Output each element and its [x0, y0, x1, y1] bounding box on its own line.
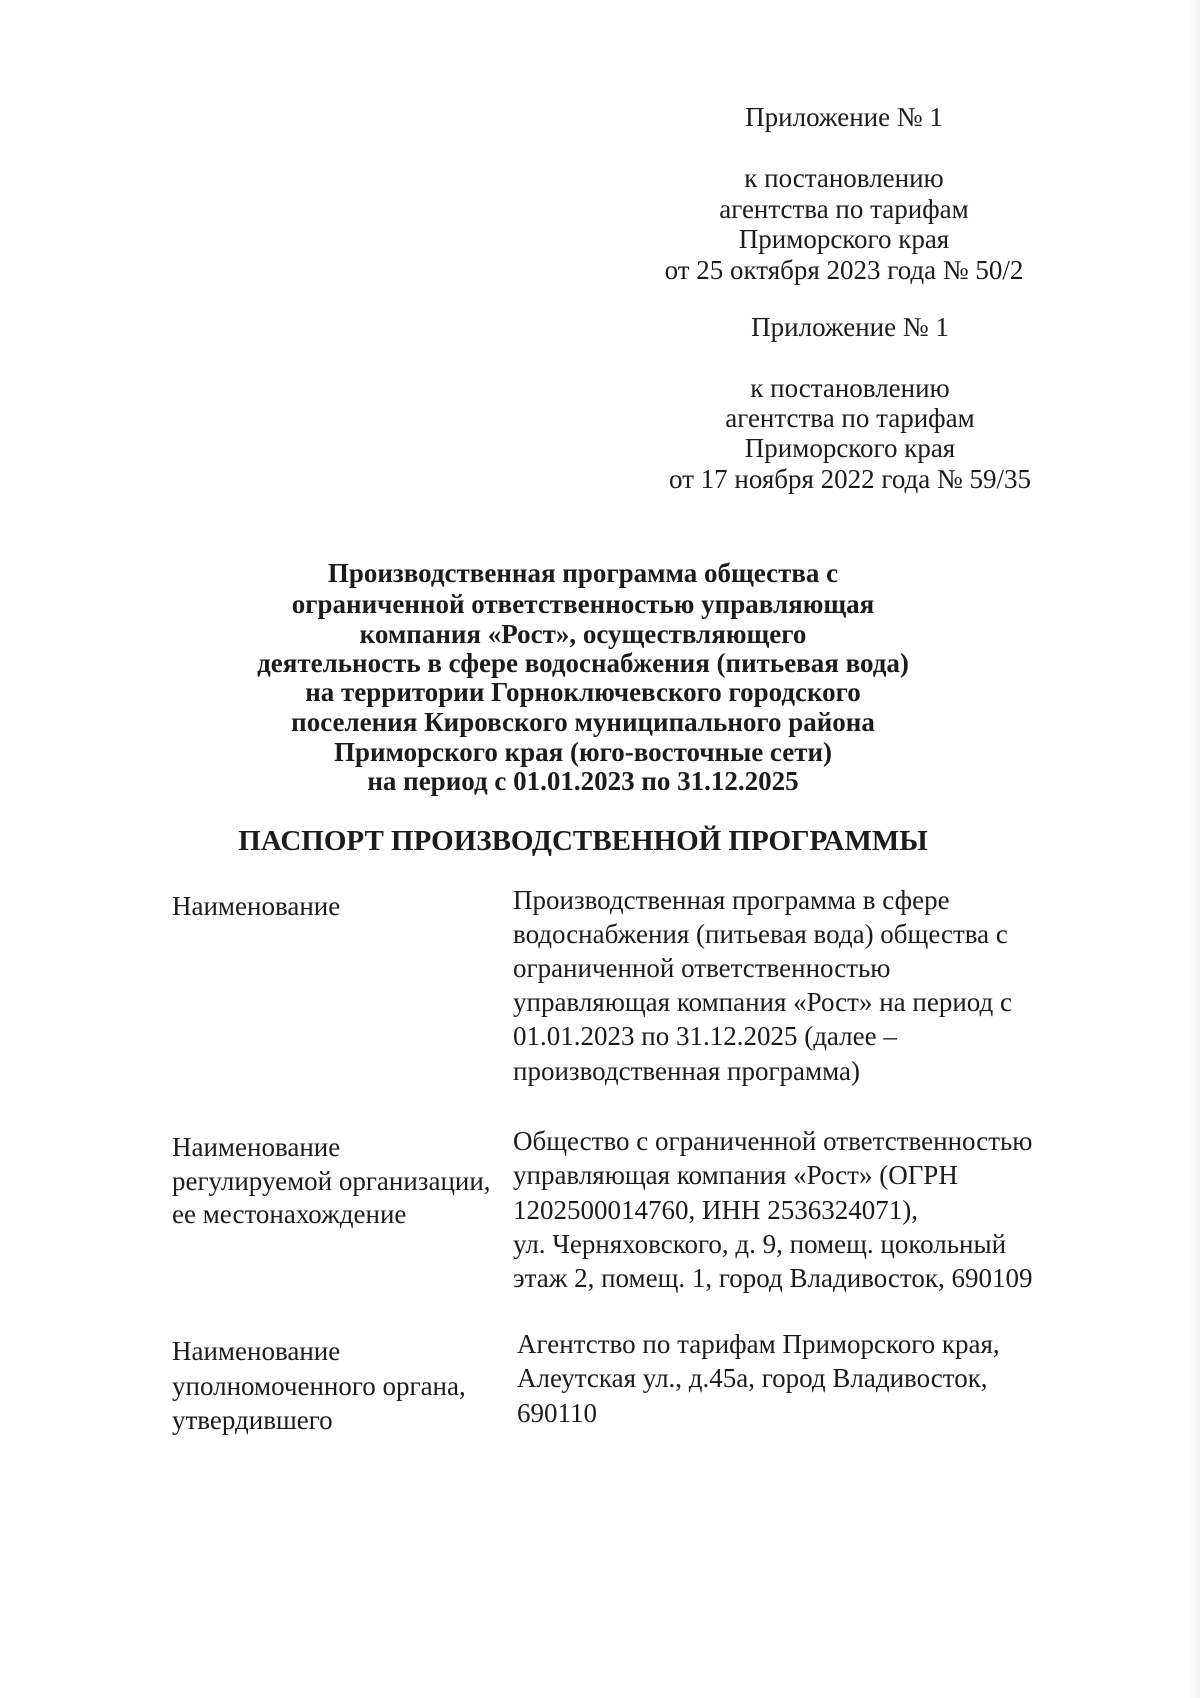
passport-row-label: Наименование — [172, 1132, 341, 1162]
appendix-title: Приложение № 1 — [751, 312, 949, 342]
passport-row-value: производственная программа) — [513, 1056, 860, 1086]
passport-row-label: Наименование — [172, 891, 341, 921]
passport-row-value: Производственная программа в сфере — [513, 885, 950, 915]
passport-row-label: Наименование — [172, 1336, 341, 1366]
program-title-line: Производственная программа общества с — [327, 558, 839, 588]
passport-row-label: ее местонахождение — [172, 1199, 407, 1229]
passport-row-value: этаж 2, помещ. 1, город Владивосток, 690109 — [513, 1263, 1033, 1293]
passport-row-value: 1202500014760, ИНН 2536324071), — [513, 1195, 918, 1225]
passport-row-value: 01.01.2023 по 31.12.2025 (далее – — [513, 1021, 897, 1051]
passport-row-value: водоснабжения (питьевая вода) общества с — [513, 919, 1008, 949]
passport-row-value: управляющая компания «Рост» (ОГРН — [513, 1160, 958, 1190]
program-title-line: компания «Рост», осуществляющего — [359, 619, 807, 649]
appendix-line: агентства по тарифам — [719, 194, 969, 224]
passport-row-value: Алеутская ул., д.45а, город Владивосток, — [517, 1363, 988, 1393]
program-title-line: деятельность в сфере водоснабжения (питьевая вода) — [257, 648, 909, 678]
appendix-line: к постановлению — [744, 163, 944, 193]
passport-row-label: регулируемой организации, — [172, 1166, 491, 1196]
passport-row-value: ограниченной ответственностью — [513, 953, 891, 983]
appendix-line: агентства по тарифам — [725, 403, 975, 433]
passport-row-value: Агентство по тарифам Приморского края, — [517, 1329, 1000, 1359]
appendix-date-number: от 25 октября 2023 года № 50/2 — [664, 255, 1024, 285]
passport-row-label: утвердившего — [172, 1405, 333, 1435]
appendix-title: Приложение № 1 — [745, 102, 943, 132]
passport-heading: ПАСПОРТ ПРОИЗВОДСТВЕННОЙ ПРОГРАММЫ — [238, 825, 928, 857]
passport-row-value: 690110 — [517, 1398, 597, 1428]
appendix-line: Приморского края — [738, 224, 950, 254]
passport-row-value: Общество с ограниченной ответственностью — [513, 1126, 1033, 1156]
passport-row-value: управляющая компания «Рост» на период с — [513, 987, 1012, 1017]
program-title-line: Приморского края (юго-восточные сети) — [333, 737, 833, 767]
program-title-line: поселения Кировского муниципального района — [291, 707, 875, 737]
appendix-date-number: от 17 ноября 2022 года № 59/35 — [668, 464, 1032, 494]
program-title-line: на территории Горноключевского городского — [305, 677, 861, 707]
program-title-line: на период с 01.01.2023 по 31.12.2025 — [367, 766, 799, 796]
scan-edge-shadow — [1188, 0, 1200, 1698]
appendix-line: к постановлению — [750, 373, 950, 403]
passport-row-value: ул. Черняховского, д. 9, помещ. цокольный — [513, 1229, 1007, 1259]
program-title-line: ограниченной ответственностью управляющая — [291, 589, 875, 619]
passport-row-label: уполномоченного органа, — [172, 1371, 466, 1401]
appendix-line: Приморского края — [744, 433, 956, 463]
